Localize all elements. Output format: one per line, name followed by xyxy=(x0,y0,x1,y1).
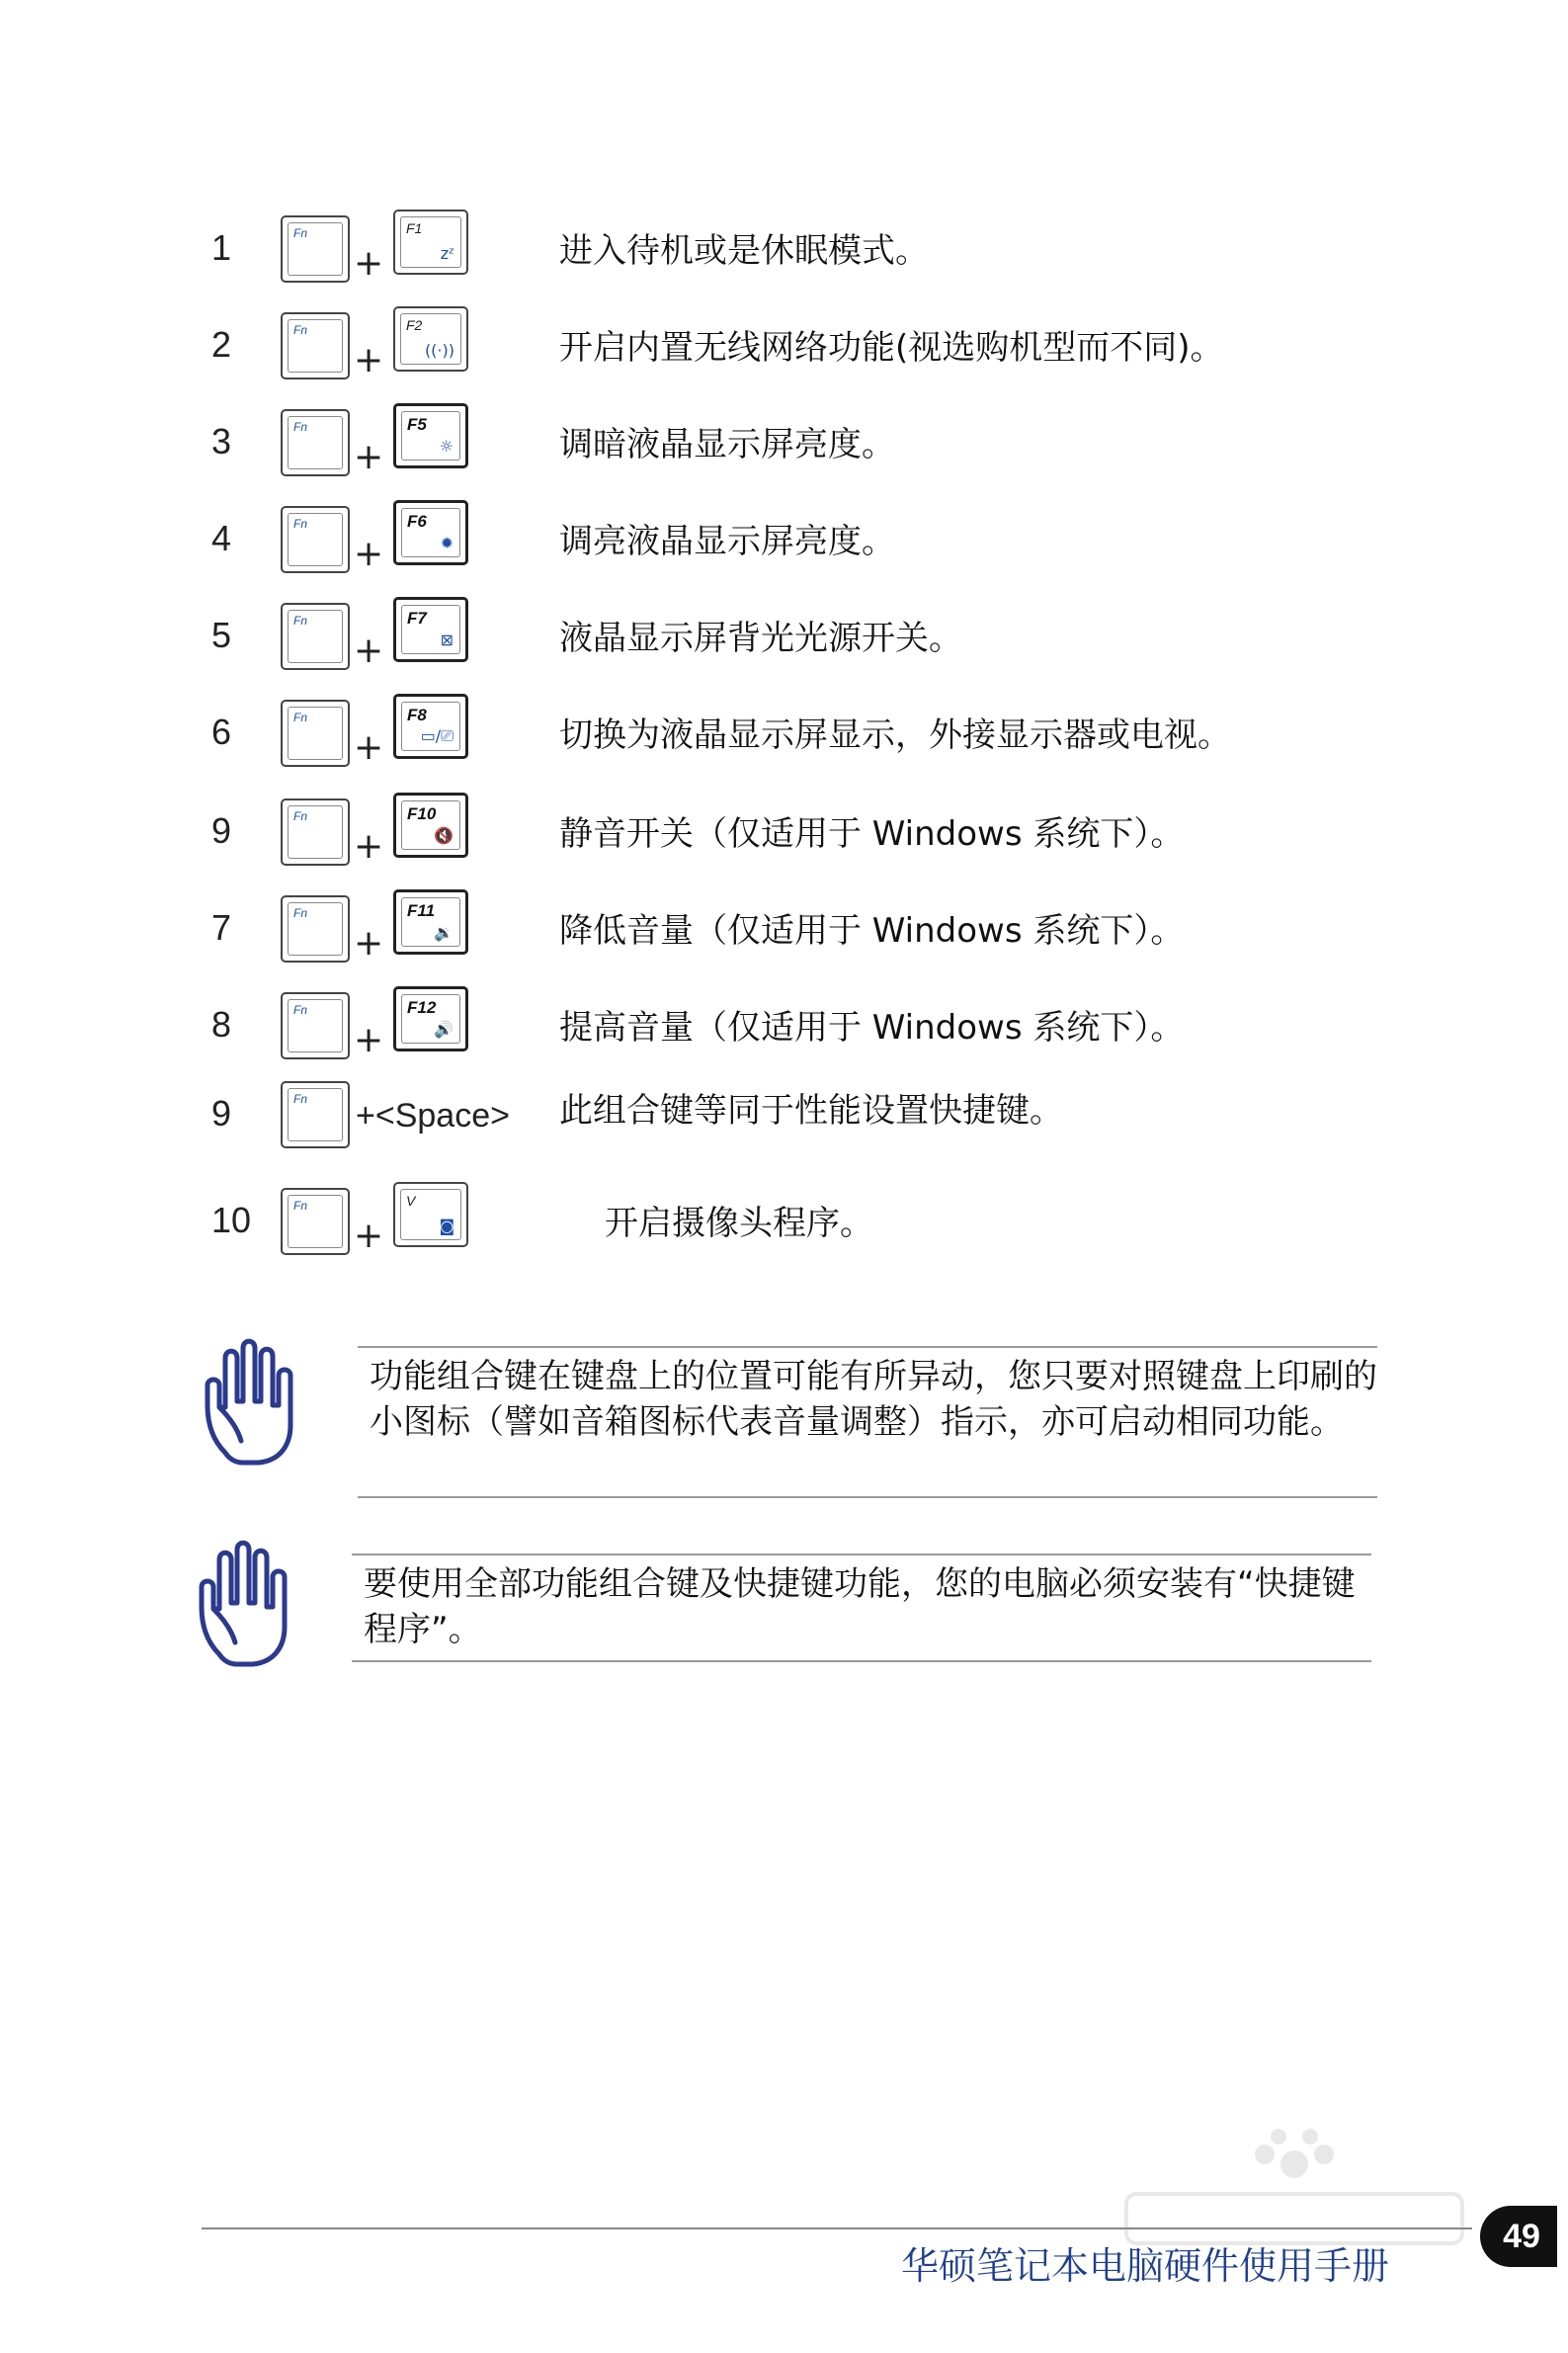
row-number: 10 xyxy=(211,1200,252,1240)
hand-stop-icon xyxy=(198,1336,296,1474)
note-bottom-rule xyxy=(358,1496,1377,1498)
function-key-label: F1 xyxy=(406,220,423,236)
row-number: 9 xyxy=(211,1093,232,1134)
function-key xyxy=(393,694,468,759)
plus-sign: + xyxy=(354,243,384,284)
row-number: 3 xyxy=(211,421,232,462)
hand-stop-icon xyxy=(192,1538,290,1676)
footer-rule xyxy=(202,2227,1472,2229)
row-number: 6 xyxy=(211,712,232,752)
function-key-icon: zᶻ xyxy=(440,244,454,263)
shortcut-row xyxy=(0,397,1568,492)
shortcut-description: 切换为液晶显示屏显示，外接显示器或电视。 xyxy=(559,715,1231,755)
function-key-label: F10 xyxy=(407,804,437,823)
shortcut-row xyxy=(0,591,1568,686)
fn-key-label: Fn xyxy=(293,517,308,531)
plus-sign: + xyxy=(354,1216,384,1256)
function-key xyxy=(393,793,468,858)
footer-title: 华硕笔记本电脑硬件使用手册 xyxy=(901,2244,1390,2288)
camera-icon: ◙ xyxy=(439,1217,454,1235)
shortcut-row xyxy=(0,883,1568,978)
shortcut-description: 此组合键等同于性能设置快捷键。 xyxy=(559,1091,1063,1131)
function-key-label: F6 xyxy=(407,512,427,531)
fn-key-label: Fn xyxy=(293,711,308,724)
function-key-icon: 🔇 xyxy=(434,826,454,845)
function-key xyxy=(393,889,468,955)
row-number: 5 xyxy=(211,615,232,655)
function-key-icon: ▭/⎚ xyxy=(420,726,454,745)
function-key-icon: 🔉 xyxy=(434,923,454,942)
row-number: 2 xyxy=(211,324,232,365)
plus-sign: + xyxy=(354,534,384,574)
function-key-label: V xyxy=(406,1193,416,1209)
shortcut-description: 提高音量（仅适用于 Windows 系统下）。 xyxy=(559,1008,1185,1048)
function-key-label: F2 xyxy=(406,317,423,333)
note-bottom-rule xyxy=(352,1660,1371,1662)
function-key xyxy=(393,403,468,468)
plus-sign: + xyxy=(354,727,384,768)
function-key-label: F11 xyxy=(407,901,436,920)
fn-key-label: Fn xyxy=(293,906,308,920)
shortcut-row-camera xyxy=(0,1176,1568,1271)
function-key-icon: ((·)) xyxy=(424,341,454,360)
baidu-watermark-logo xyxy=(1107,2125,1482,2253)
note-text: 功能组合键在键盘上的位置可能有所异动，您只要对照键盘上印刷的小图标（譬如音箱图标代表音量调整）指示，亦可启动相同功能。 xyxy=(370,1357,1377,1442)
space-key-label: +<Space> xyxy=(356,1097,510,1134)
fn-key xyxy=(281,506,350,573)
row-number: 4 xyxy=(211,518,232,558)
fn-key xyxy=(281,992,350,1059)
shortcut-row xyxy=(0,204,1568,298)
function-key xyxy=(393,210,468,275)
function-key xyxy=(393,306,468,372)
fn-key xyxy=(281,603,350,670)
shortcut-description: 液晶显示屏背光光源开关。 xyxy=(559,619,962,658)
shortcut-description: 降低音量（仅适用于 Windows 系统下）。 xyxy=(559,911,1185,951)
shortcut-description: 调亮液晶显示屏亮度。 xyxy=(559,522,895,561)
fn-key xyxy=(281,409,350,476)
shortcut-row xyxy=(0,980,1568,1075)
fn-key-label: Fn xyxy=(293,226,308,240)
plus-sign: + xyxy=(354,826,384,867)
function-key xyxy=(393,1182,468,1247)
fn-key xyxy=(281,798,350,866)
function-key-icon: ✹ xyxy=(440,534,454,552)
row-number: 9 xyxy=(211,810,232,851)
row-number: 8 xyxy=(211,1004,232,1045)
fn-key-label: Fn xyxy=(293,809,308,823)
row-number: 1 xyxy=(211,227,232,268)
function-key-label: F8 xyxy=(407,706,427,724)
note-text: 要使用全部功能组合键及快捷键功能，您的电脑必须安装有“快捷键程序”。 xyxy=(364,1564,1356,1649)
row-number: 7 xyxy=(211,907,232,948)
plus-sign: + xyxy=(354,340,384,380)
fn-key-label: Fn xyxy=(293,420,308,434)
page-number: 49 xyxy=(1480,2206,1557,2267)
function-key-icon: ⊠ xyxy=(440,630,454,649)
fn-key-label: Fn xyxy=(293,1003,308,1017)
function-key-icon: ☼ xyxy=(439,437,454,456)
note-top-rule xyxy=(358,1346,1377,1348)
shortcut-description: 开启内置无线网络功能(视选购机型而不同)。 xyxy=(559,328,1224,368)
shortcut-description: 调暗液晶显示屏亮度。 xyxy=(559,425,895,464)
function-key-label: F7 xyxy=(407,609,427,628)
fn-key-label: Fn xyxy=(293,323,308,337)
plus-sign: + xyxy=(354,923,384,964)
function-key xyxy=(393,986,468,1051)
shortcut-row-space xyxy=(0,1069,1568,1164)
shortcut-row xyxy=(0,688,1568,783)
fn-key-label: Fn xyxy=(293,1199,308,1213)
function-key-label: F5 xyxy=(407,415,427,434)
function-key-label: F12 xyxy=(407,998,437,1017)
note-top-rule xyxy=(352,1554,1371,1555)
shortcut-row xyxy=(0,494,1568,589)
plus-sign: + xyxy=(354,630,384,671)
plus-sign: + xyxy=(354,1020,384,1060)
fn-key xyxy=(281,215,350,283)
fn-key xyxy=(281,312,350,379)
shortcut-row xyxy=(0,300,1568,395)
shortcut-description: 开启摄像头程序。 xyxy=(605,1204,873,1243)
shortcut-row xyxy=(0,787,1568,882)
fn-key xyxy=(281,700,350,767)
fn-key xyxy=(281,1081,350,1148)
function-key xyxy=(393,597,468,662)
fn-key xyxy=(281,895,350,963)
plus-sign: + xyxy=(354,437,384,477)
fn-key-label: Fn xyxy=(293,1092,308,1106)
function-key-icon: 🔊 xyxy=(434,1020,454,1039)
function-key xyxy=(393,500,468,565)
fn-key-label: Fn xyxy=(293,614,308,628)
shortcut-description: 进入待机或是休眠模式。 xyxy=(559,231,929,271)
shortcut-description: 静音开关（仅适用于 Windows 系统下）。 xyxy=(559,814,1185,854)
fn-key xyxy=(281,1188,350,1255)
